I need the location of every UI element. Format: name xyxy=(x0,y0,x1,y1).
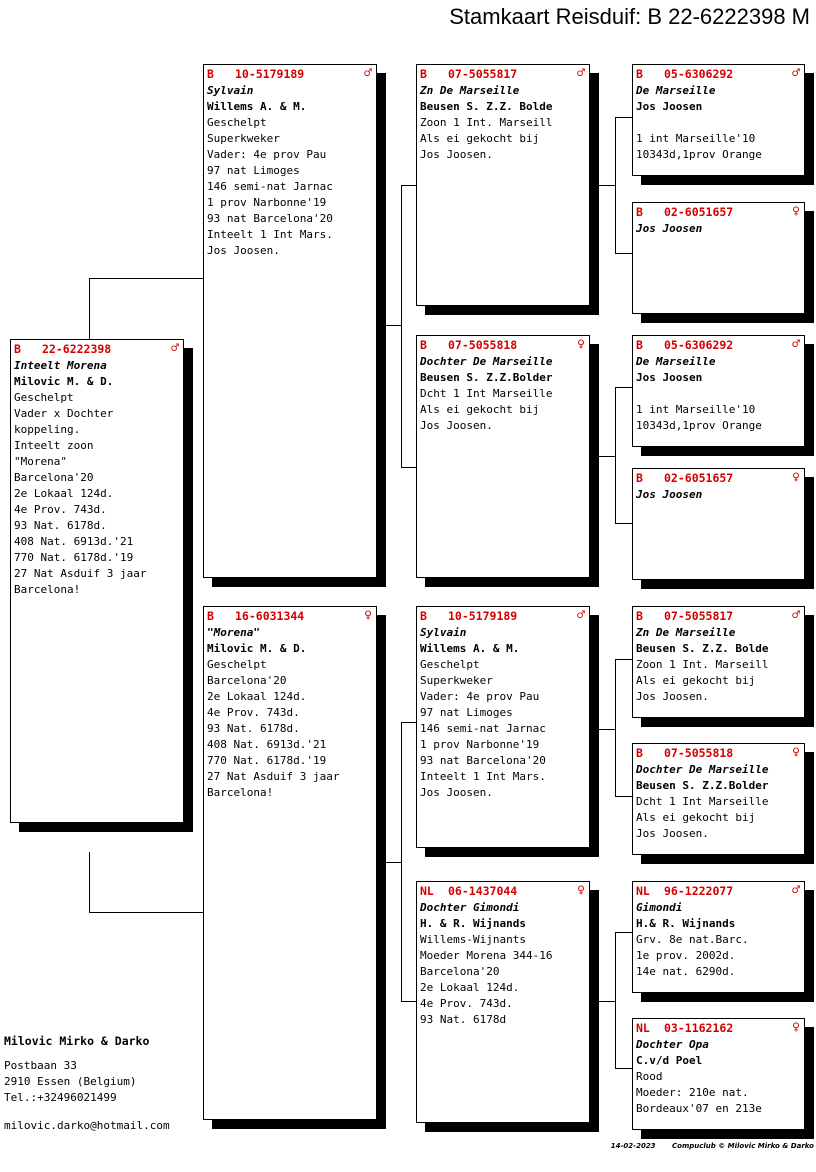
male-icon: ♂ xyxy=(792,883,800,898)
pedigree-note: Zoon 1 Int. Marseill xyxy=(420,116,553,129)
card-header xyxy=(633,65,804,81)
pedigree-note: koppeling. xyxy=(14,423,81,436)
ring-id xyxy=(636,471,733,485)
connector-line xyxy=(401,185,417,186)
female-icon: ♀ xyxy=(792,1020,800,1035)
pigeon-name: De Marseille xyxy=(636,355,716,368)
ring-country: B xyxy=(636,204,643,219)
ring-number: 07-5055818 xyxy=(448,337,518,352)
pedigree-card-dd-dam xyxy=(632,1018,805,1130)
male-icon: ♂ xyxy=(792,66,800,81)
pedigree-note: Barcelona! xyxy=(207,786,274,799)
pedigree-note: Geschelpt xyxy=(207,116,267,129)
owner-phone: Tel.:+32496021499 xyxy=(4,1091,117,1104)
card-body xyxy=(633,1035,804,1117)
ring-number: 22-6222398 xyxy=(42,341,112,356)
pedigree-note: Inteelt zoon xyxy=(14,439,94,452)
female-icon: ♀ xyxy=(792,745,800,760)
pedigree-card-ss-sire xyxy=(632,64,805,176)
pigeon-name: De Marseille xyxy=(636,84,716,97)
page-title: Stamkaart Reisduif: B 22-6222398 M xyxy=(449,4,810,29)
pedigree-note: 93 Nat. 6178d. xyxy=(207,722,300,735)
connector-line xyxy=(401,722,402,1002)
ring-id xyxy=(636,746,733,760)
pedigree-card-sd-sire xyxy=(632,335,805,447)
pedigree-note: Barcelona'20 xyxy=(207,674,287,687)
ring-number: 10-5179189 xyxy=(448,608,518,623)
card-header xyxy=(417,882,589,898)
pedigree-note: Als ei gekocht bij xyxy=(636,811,756,824)
connector-line xyxy=(385,862,402,863)
female-icon: ♀ xyxy=(792,204,800,219)
card-header xyxy=(633,882,804,898)
card-body xyxy=(633,81,804,163)
pedigree-card-sd-dam xyxy=(632,468,805,580)
pedigree-note: 10343d,1prov Orange xyxy=(636,148,762,161)
ring-number: 07-5055818 xyxy=(664,745,734,760)
pedigree-note: 408 Nat. 6913d.'21 xyxy=(14,535,134,548)
connector-line xyxy=(598,456,616,457)
connector-line xyxy=(615,932,632,933)
pigeon-owner: H.& R. Wijnands xyxy=(636,917,736,930)
pigeon-name: Inteelt Morena xyxy=(14,359,107,372)
pedigree-note: 27 Nat Asduif 3 jaar xyxy=(14,567,147,580)
ring-id xyxy=(636,338,733,352)
pedigree-card-dd-sire xyxy=(632,881,805,993)
pigeon-name: Sylvain xyxy=(420,626,467,639)
pedigree-card-dam-dam xyxy=(416,881,590,1123)
ring-country: B xyxy=(420,337,427,352)
ring-number: 03-1162162 xyxy=(664,1020,734,1035)
pigeon-owner: Beusen S. Z.Z.Bolder xyxy=(420,371,553,384)
card-body xyxy=(11,356,183,598)
pigeon-owner: Beusen S. Z.Z.Bolder xyxy=(636,779,769,792)
connector-line xyxy=(401,185,402,467)
pedigree-note: 146 semi-nat Jarnac xyxy=(207,180,333,193)
pedigree-card-sire xyxy=(203,64,377,578)
ring-number: 02-6051657 xyxy=(664,204,734,219)
pedigree-note: Inteelt 1 Int Mars. xyxy=(420,770,546,783)
pedigree-note: 93 Nat. 6178d. xyxy=(14,519,107,532)
connector-line xyxy=(89,278,204,279)
male-icon: ♂ xyxy=(577,66,585,81)
print-date: 14-02-2023 xyxy=(610,1142,656,1150)
connector-line xyxy=(401,1001,417,1002)
connector-line xyxy=(615,796,632,797)
footer xyxy=(611,1142,814,1150)
ring-id xyxy=(420,67,517,81)
pedigree-note: 27 Nat Asduif 3 jaar xyxy=(207,770,340,783)
owner-email[interactable]: milovic.darko@hotmail.com xyxy=(4,1119,170,1132)
connector-line xyxy=(385,325,402,326)
pigeon-owner: Willems A. & M. xyxy=(420,642,520,655)
female-icon: ♀ xyxy=(364,608,372,623)
connector-line xyxy=(89,852,90,913)
connector-line xyxy=(615,659,616,797)
pedigree-note: Willems-Wijnants xyxy=(420,933,526,946)
ring-country: B xyxy=(14,341,21,356)
ring-number: 05-6306292 xyxy=(664,337,734,352)
owner-address-line: 2910 Essen (Belgium) xyxy=(4,1075,137,1088)
connector-line xyxy=(615,387,632,388)
ring-country: B xyxy=(636,745,643,760)
owner-address-line: Postbaan 33 xyxy=(4,1059,77,1072)
connector-line xyxy=(615,117,616,253)
card-header xyxy=(633,203,804,219)
pigeon-name: Sylvain xyxy=(207,84,254,97)
pedigree-note: Superkweker xyxy=(420,674,493,687)
pedigree-note: Jos Joosen. xyxy=(636,827,709,840)
pedigree-note: Als ei gekocht bij xyxy=(420,132,540,145)
connector-line xyxy=(615,387,616,524)
ring-country: B xyxy=(636,337,643,352)
ring-number: 10-5179189 xyxy=(235,66,305,81)
connector-line xyxy=(598,1001,616,1002)
pedigree-note: Moeder Morena 344-16 xyxy=(420,949,553,962)
card-body xyxy=(633,485,804,503)
card-body xyxy=(204,81,376,259)
pedigree-note: Vader: 4e prov Pau xyxy=(207,148,327,161)
male-icon: ♂ xyxy=(792,608,800,623)
pedigree-note xyxy=(636,386,801,402)
pigeon-name: Zn De Marseille xyxy=(420,84,520,97)
female-icon: ♀ xyxy=(577,337,585,352)
ring-id xyxy=(636,609,733,623)
ring-id xyxy=(636,205,733,219)
footer-credit: Compuclub © Milovic Mirko & Darko xyxy=(672,1142,814,1150)
pedigree-note: 4e Prov. 743d. xyxy=(420,997,513,1010)
pedigree-note: 2e Lokaal 124d. xyxy=(207,690,307,703)
male-icon: ♂ xyxy=(577,608,585,623)
connector-line xyxy=(615,253,632,254)
ring-number: 16-6031344 xyxy=(235,608,305,623)
ring-id xyxy=(207,609,304,623)
pedigree-note: Jos Joosen. xyxy=(207,244,280,257)
ring-country: B xyxy=(207,66,214,81)
card-header xyxy=(417,65,589,81)
card-header xyxy=(633,744,804,760)
connector-line xyxy=(615,932,616,1069)
pedigree-note: 770 Nat. 6178d.'19 xyxy=(14,551,134,564)
pedigree-card-ds-sire xyxy=(632,606,805,718)
pedigree-note: Bordeaux'07 en 213e xyxy=(636,1102,762,1115)
pedigree-card-dam xyxy=(203,606,377,1120)
pedigree-note: Jos Joosen. xyxy=(420,419,493,432)
ring-country: B xyxy=(636,608,643,623)
card-body xyxy=(204,623,376,801)
pigeon-name: Jos Joosen xyxy=(636,488,703,501)
pigeon-name: Dochter De Marseille xyxy=(420,355,553,368)
pedigree-note: 97 nat Limoges xyxy=(207,164,300,177)
pigeon-name: Jos Joosen xyxy=(636,222,703,235)
pedigree-note: Grv. 8e nat.Barc. xyxy=(636,933,749,946)
card-body xyxy=(633,623,804,705)
pedigree-note: 2e Lokaal 124d. xyxy=(14,487,114,500)
connector-line xyxy=(615,523,632,524)
pedigree-note: Rood xyxy=(636,1070,663,1083)
connector-line xyxy=(615,1068,632,1069)
pedigree-note: 770 Nat. 6178d.'19 xyxy=(207,754,327,767)
pigeon-owner: Milovic M. & D. xyxy=(14,375,114,388)
pigeon-name: Gimondi xyxy=(636,901,683,914)
ring-id xyxy=(420,338,517,352)
pedigree-note: 1 int Marseille'10 xyxy=(636,403,756,416)
pedigree-note: Jos Joosen. xyxy=(420,148,493,161)
ring-country: B xyxy=(207,608,214,623)
pedigree-note: Als ei gekocht bij xyxy=(636,674,756,687)
ring-number: 96-1222077 xyxy=(664,883,734,898)
pedigree-note: Inteelt 1 Int Mars. xyxy=(207,228,333,241)
pigeon-owner: Willems A. & M. xyxy=(207,100,307,113)
pigeon-owner: Beusen S. Z.Z. Bolde xyxy=(420,100,553,113)
pedigree-note: 4e Prov. 743d. xyxy=(207,706,300,719)
ring-number: 07-5055817 xyxy=(664,608,734,623)
connector-line xyxy=(598,185,616,186)
pedigree-note: Superkweker xyxy=(207,132,280,145)
pedigree-note: Jos Joosen. xyxy=(420,786,493,799)
ring-number: 05-6306292 xyxy=(664,66,734,81)
pedigree-note: 1 int Marseille'10 xyxy=(636,132,756,145)
connector-line xyxy=(89,912,204,913)
ring-country: NL xyxy=(636,883,650,898)
pedigree-note: Als ei gekocht bij xyxy=(420,403,540,416)
card-header xyxy=(417,607,589,623)
card-header xyxy=(633,336,804,352)
pigeon-owner: Jos Joosen xyxy=(636,100,703,113)
card-header xyxy=(11,340,183,356)
card-header xyxy=(633,607,804,623)
pedigree-note: 4e Prov. 743d. xyxy=(14,503,107,516)
pigeon-name: "Morena" xyxy=(207,626,260,639)
card-body xyxy=(417,898,589,1028)
ring-number: 06-1437044 xyxy=(448,883,518,898)
pedigree-note: Barcelona! xyxy=(14,583,81,596)
pedigree-card-dam-sire xyxy=(416,606,590,848)
ring-country: B xyxy=(636,470,643,485)
female-icon: ♀ xyxy=(792,470,800,485)
ring-number: 07-5055817 xyxy=(448,66,518,81)
male-icon: ♂ xyxy=(364,66,372,81)
ring-country: NL xyxy=(420,883,434,898)
pedigree-note: Geschelpt xyxy=(207,658,267,671)
owner-info xyxy=(4,1034,170,1134)
connector-line xyxy=(401,467,417,468)
owner-name: Milovic Mirko & Darko xyxy=(4,1034,150,1048)
female-icon: ♀ xyxy=(577,883,585,898)
pigeon-owner: Jos Joosen xyxy=(636,371,703,384)
card-body xyxy=(633,219,804,237)
pedigree-note xyxy=(636,115,801,131)
card-header xyxy=(633,1019,804,1035)
pedigree-note: 93 Nat. 6178d xyxy=(420,1013,507,1026)
pedigree-note: 1 prov Narbonne'19 xyxy=(207,196,327,209)
card-body xyxy=(417,623,589,801)
pedigree-note: 10343d,1prov Orange xyxy=(636,419,762,432)
pedigree-note: Vader x Dochter xyxy=(14,407,114,420)
card-header xyxy=(417,336,589,352)
pedigree-note: 2e Lokaal 124d. xyxy=(420,981,520,994)
pedigree-card-ss-dam xyxy=(632,202,805,314)
ring-id xyxy=(636,1021,733,1035)
pedigree-note: 1e prov. 2002d. xyxy=(636,949,736,962)
pedigree-note: 93 nat Barcelona'20 xyxy=(207,212,333,225)
ring-id xyxy=(14,342,111,356)
card-body xyxy=(633,898,804,980)
pedigree-note: Geschelpt xyxy=(14,391,74,404)
pedigree-card-ds-dam xyxy=(632,743,805,855)
pigeon-owner: Milovic M. & D. xyxy=(207,642,307,655)
ring-id xyxy=(420,884,517,898)
card-header xyxy=(204,607,376,623)
connector-line xyxy=(615,659,632,660)
pedigree-note: 93 nat Barcelona'20 xyxy=(420,754,546,767)
ring-id xyxy=(636,67,733,81)
pedigree-note: Barcelona'20 xyxy=(420,965,500,978)
ring-id xyxy=(636,884,733,898)
ring-country: B xyxy=(420,608,427,623)
pigeon-name: Dochter Gimondi xyxy=(420,901,520,914)
pedigree-note: Geschelpt xyxy=(420,658,480,671)
pedigree-note: 408 Nat. 6913d.'21 xyxy=(207,738,327,751)
connector-line xyxy=(615,117,632,118)
pedigree-note: "Morena" xyxy=(14,455,67,468)
pigeon-name: Dochter Opa xyxy=(636,1038,709,1051)
pigeon-name: Zn De Marseille xyxy=(636,626,736,639)
pigeon-owner: C.v/d Poel xyxy=(636,1054,703,1067)
connector-line xyxy=(401,722,417,723)
pedigree-note: Dcht 1 Int Marseille xyxy=(636,795,769,808)
pedigree-note: 1 prov Narbonne'19 xyxy=(420,738,540,751)
pedigree-note: 14e nat. 6290d. xyxy=(636,965,736,978)
pedigree-card-subject xyxy=(10,339,184,823)
ring-id xyxy=(207,67,304,81)
connector-line xyxy=(598,729,616,730)
pigeon-owner: H. & R. Wijnands xyxy=(420,917,526,930)
ring-country: B xyxy=(420,66,427,81)
ring-country: B xyxy=(636,66,643,81)
card-body xyxy=(417,81,589,163)
card-header xyxy=(204,65,376,81)
pigeon-name: Dochter De Marseille xyxy=(636,763,769,776)
pedigree-card-sire-sire xyxy=(416,64,590,306)
male-icon: ♂ xyxy=(171,341,179,356)
pedigree-card-sire-dam xyxy=(416,335,590,578)
connector-line xyxy=(89,278,90,340)
pigeon-owner: Beusen S. Z.Z. Bolde xyxy=(636,642,769,655)
pedigree-note: Zoon 1 Int. Marseill xyxy=(636,658,769,671)
ring-country: NL xyxy=(636,1020,650,1035)
pedigree-note: Barcelona'20 xyxy=(14,471,94,484)
pedigree-note: 97 nat Limoges xyxy=(420,706,513,719)
pedigree-note: Jos Joosen. xyxy=(636,690,709,703)
pedigree-note: Moeder: 210e nat. xyxy=(636,1086,749,1099)
card-header xyxy=(633,469,804,485)
pedigree-note: Vader: 4e prov Pau xyxy=(420,690,540,703)
ring-id xyxy=(420,609,517,623)
pedigree-note: Dcht 1 Int Marseille xyxy=(420,387,553,400)
male-icon: ♂ xyxy=(792,337,800,352)
pedigree-note: 146 semi-nat Jarnac xyxy=(420,722,546,735)
ring-number: 02-6051657 xyxy=(664,470,734,485)
card-body xyxy=(633,760,804,842)
card-body xyxy=(417,352,589,434)
card-body xyxy=(633,352,804,434)
